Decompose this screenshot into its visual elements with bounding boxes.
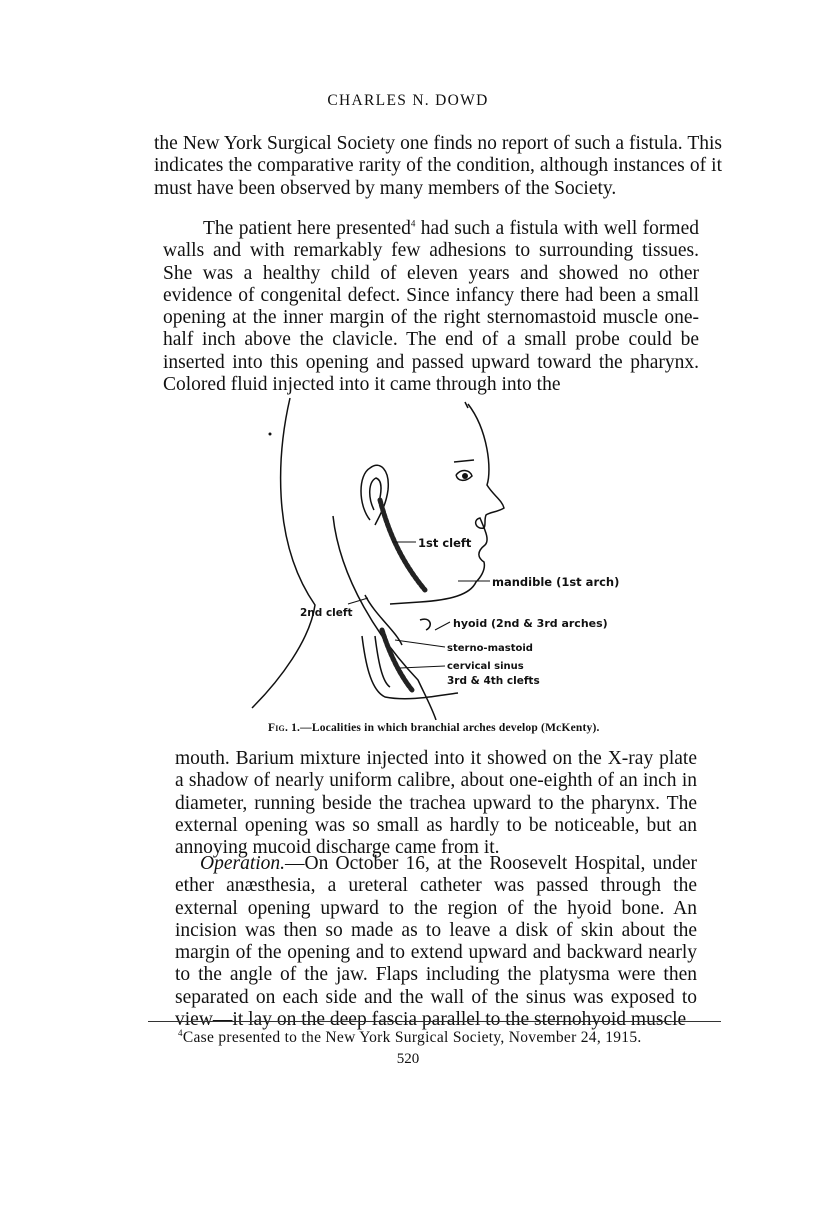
paragraph-4 <box>175 853 697 1031</box>
eye-pupil <box>462 473 468 479</box>
label-mandible: mandible (1st arch) <box>492 575 620 589</box>
paragraph-1: the New York Surgical Society one finds no report of such a fistula. This indicates the comparative rarity of the condition, although instances of it must have been observed by many members of the Society. <box>154 133 722 199</box>
lower-cleft-shading <box>382 630 412 690</box>
figure-drawing <box>240 390 640 720</box>
leader-sterno-mastoid <box>395 640 445 647</box>
branchial-arches-figure <box>240 390 640 720</box>
paragraph-2-start: The patient here presented <box>203 218 411 239</box>
paragraph-2 <box>163 218 699 396</box>
footnote-reference: 4 <box>410 218 416 229</box>
leader-hyoid <box>435 622 450 630</box>
running-header: CHARLES N. DOWD <box>327 92 489 109</box>
figure-caption-text: —Localities in which branchial arches develop (McKenty). <box>300 722 600 734</box>
operation-body: —On October 16, at the Roosevelt Hospital, under ether anæsthesia, a ureteral catheter was passed through the external opening upward to the region of the hyoid bone. An incision was then so made as to leave a disk of skin about the margin of the opening and to extend upward and backward nearly to the angle of the jaw. Flaps including the platysma were then separated on each side and the wall of the sinus was exposed to view—it lay on the deep fascia parallel to the sternohyoid muscle <box>175 853 697 1031</box>
face-profile <box>390 404 504 604</box>
leader-second-cleft <box>348 598 368 604</box>
forehead-line <box>465 402 468 408</box>
stray-dot <box>269 433 272 436</box>
paragraph-3: mouth. Barium mixture injected into it showed on the X-ray plate a shadow of nearly uniform calibre, about one-eighth of an inch in diameter, running beside the trachea upward to the pharynx. The external opening was so small as hardly to be noticeable, but an annoying mucoid discharge came from it. <box>175 748 697 859</box>
label-hyoid: hyoid (2nd & 3rd arches) <box>453 617 608 630</box>
label-third-fourth-clefts: 3rd & 4th clefts <box>447 675 540 687</box>
label-cervical-sinus: cervical sinus <box>447 661 524 672</box>
label-sterno-mastoid: sterno-mastoid <box>447 643 533 654</box>
figure-caption-number: Fig. 1. <box>268 722 301 734</box>
paragraph-2-rest: had such a fistula with well formed walls and with remarkably few adhesions to surrounding tissues. She was a healthy child of eleven years and showed no other evidence of congenital defect. Since infancy there had been a small opening at the inner margin of the right sternomastoid muscle one-half inch above the clavicle. The end of a small probe could be inserted into this opening and passed upward toward the pharynx. Colored fluid injected into it came through into the <box>163 218 699 396</box>
footnote-text: Case presented to the New York Surgical Society, November 24, 1915. <box>182 1029 642 1046</box>
footnote-marker: 4 <box>178 1027 183 1038</box>
label-second-cleft: 2nd cleft <box>300 607 353 619</box>
eyebrow <box>454 460 474 462</box>
footnote <box>178 1029 718 1047</box>
footnote-divider <box>148 1021 721 1022</box>
hyoid-loop <box>420 619 430 630</box>
label-first-cleft: 1st cleft <box>418 536 472 550</box>
page-number: 520 <box>396 1051 420 1067</box>
back-of-neck-outline <box>252 398 315 708</box>
operation-heading: Operation. <box>200 853 286 874</box>
figure-caption <box>268 722 688 734</box>
